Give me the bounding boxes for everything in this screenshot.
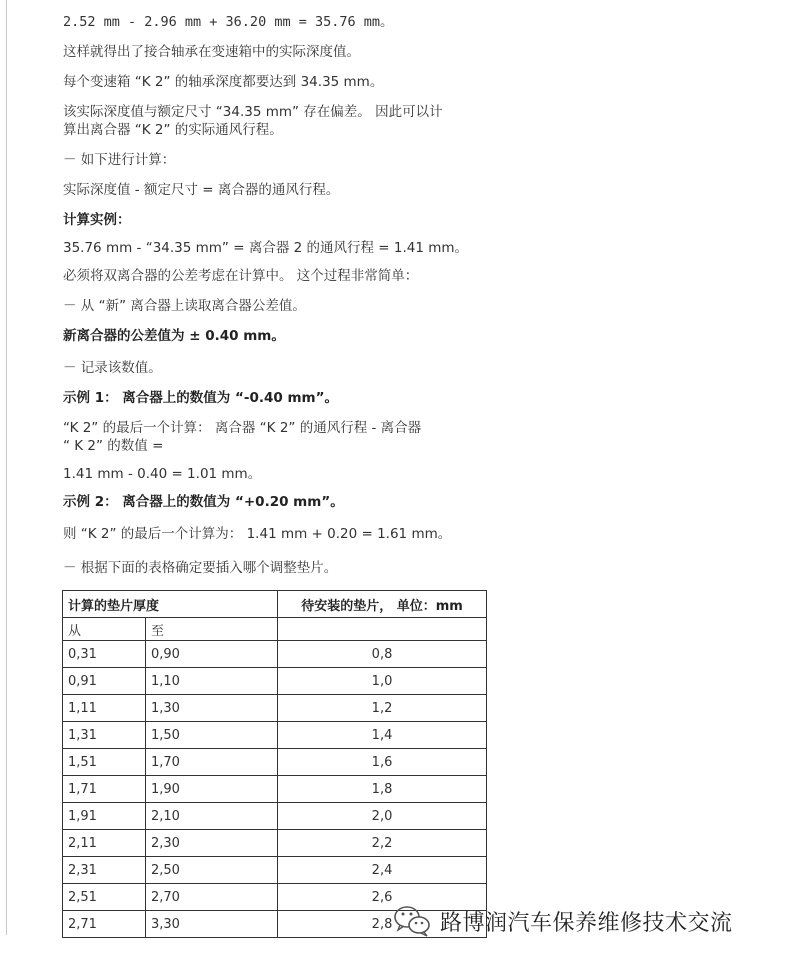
subheader-from: 从 <box>63 618 146 641</box>
cell-from: 0,91 <box>63 668 146 695</box>
cell-shim: 1,6 <box>278 749 487 776</box>
header-shim-to-install: 待安装的垫片， 单位：mm <box>278 591 487 618</box>
table-row <box>63 857 487 884</box>
cell-from: 0,31 <box>63 641 146 668</box>
text-line-5: 算出离合器 “K 2” 的实际通风行程。 <box>63 122 283 138</box>
cell-to: 1,90 <box>146 776 278 803</box>
cell-to: 2,10 <box>146 803 278 830</box>
cell-from: 1,71 <box>63 776 146 803</box>
cell-shim: 2,0 <box>278 803 487 830</box>
cell-to: 2,70 <box>146 884 278 911</box>
text-line-17: 1.41 mm - 0.40 = 1.01 mm。 <box>63 466 262 482</box>
wechat-icon <box>392 903 432 939</box>
text-line-7: 实际深度值 - 额定尺寸 = 离合器的通风行程。 <box>63 182 340 198</box>
text-line-16: “ K 2” 的数值 = <box>63 438 164 454</box>
table-row <box>63 695 487 722</box>
cell-to: 3,30 <box>146 911 278 938</box>
cell-from: 2,51 <box>63 884 146 911</box>
table-row <box>63 776 487 803</box>
table-row <box>63 803 487 830</box>
cell-from: 1,31 <box>63 722 146 749</box>
table-row <box>63 722 487 749</box>
cell-to: 0,90 <box>146 641 278 668</box>
section-heading-example: 计算实例： <box>63 212 131 228</box>
table-subheader-row <box>63 618 487 641</box>
cell-to: 1,70 <box>146 749 278 776</box>
subheader-to: 至 <box>146 618 278 641</box>
cell-from: 1,91 <box>63 803 146 830</box>
cell-to: 1,50 <box>146 722 278 749</box>
text-line-6: － 如下进行计算： <box>63 152 176 168</box>
cell-to: 2,50 <box>146 857 278 884</box>
text-line-11: － 从 “新” 离合器上读取离合器公差值。 <box>63 298 306 314</box>
tolerance-statement: 新离合器的公差值为 ± 0.40 mm。 <box>63 328 285 344</box>
shim-table <box>62 590 487 938</box>
watermark <box>392 903 733 939</box>
table-row <box>63 749 487 776</box>
cell-shim: 0,8 <box>278 641 487 668</box>
table-row <box>63 641 487 668</box>
example-1-heading: 示例 1： 离合器上的数值为 “-0.40 mm”。 <box>63 390 338 406</box>
cell-to: 2,30 <box>146 830 278 857</box>
subheader-empty <box>278 618 487 641</box>
text-line-9: 35.76 mm - “34.35 mm” = 离合器 2 的通风行程 = 1.41 mm。 <box>63 240 469 256</box>
cell-shim: 1,0 <box>278 668 487 695</box>
watermark-text: 路博润汽车保养维修技术交流 <box>440 910 733 936</box>
example-2-heading: 示例 2： 离合器上的数值为 “+0.20 mm”。 <box>63 494 344 510</box>
cell-shim: 1,2 <box>278 695 487 722</box>
table-row <box>63 668 487 695</box>
text-line-19: 则 “K 2” 的最后一个计算为： 1.41 mm + 0.20 = 1.61 mm。 <box>63 526 452 542</box>
table-row <box>63 830 487 857</box>
cell-from: 1,51 <box>63 749 146 776</box>
cell-shim: 1,4 <box>278 722 487 749</box>
cell-from: 2,11 <box>63 830 146 857</box>
text-line-20: － 根据下面的表格确定要插入哪个调整垫片。 <box>63 560 338 576</box>
text-line-1: 2.52 mm - 2.96 mm + 36.20 mm = 35.76 mm。 <box>63 14 394 30</box>
cell-to: 1,30 <box>146 695 278 722</box>
cell-from: 2,71 <box>63 911 146 938</box>
text-line-15: “K 2” 的最后一个计算： 离合器 “K 2” 的通风行程 - 离合器 <box>63 420 422 436</box>
cell-shim: 2,8 <box>278 911 487 938</box>
text-line-3: 每个变速箱 “K 2” 的轴承深度都要达到 34.35 mm。 <box>63 74 384 90</box>
text-line-4: 该实际深度值与额定尺寸 “34.35 mm” 存在偏差。 因此可以计 <box>63 104 443 120</box>
cell-shim: 1,8 <box>278 776 487 803</box>
text-line-13: － 记录该数值。 <box>63 360 162 376</box>
cell-shim: 2,4 <box>278 857 487 884</box>
cell-from: 1,11 <box>63 695 146 722</box>
text-line-10: 必须将双离合器的公差考虑在计算中。 这个过程非常简单： <box>63 268 419 284</box>
cell-shim: 2,6 <box>278 884 487 911</box>
text-line-2: 这样就得出了接合轴承在变速箱中的实际深度值。 <box>63 44 360 60</box>
cell-to: 1,10 <box>146 668 278 695</box>
cell-shim: 2,2 <box>278 830 487 857</box>
header-calculated-thickness: 计算的垫片厚度 <box>63 591 278 618</box>
page-left-border <box>6 0 7 935</box>
cell-from: 2,31 <box>63 857 146 884</box>
